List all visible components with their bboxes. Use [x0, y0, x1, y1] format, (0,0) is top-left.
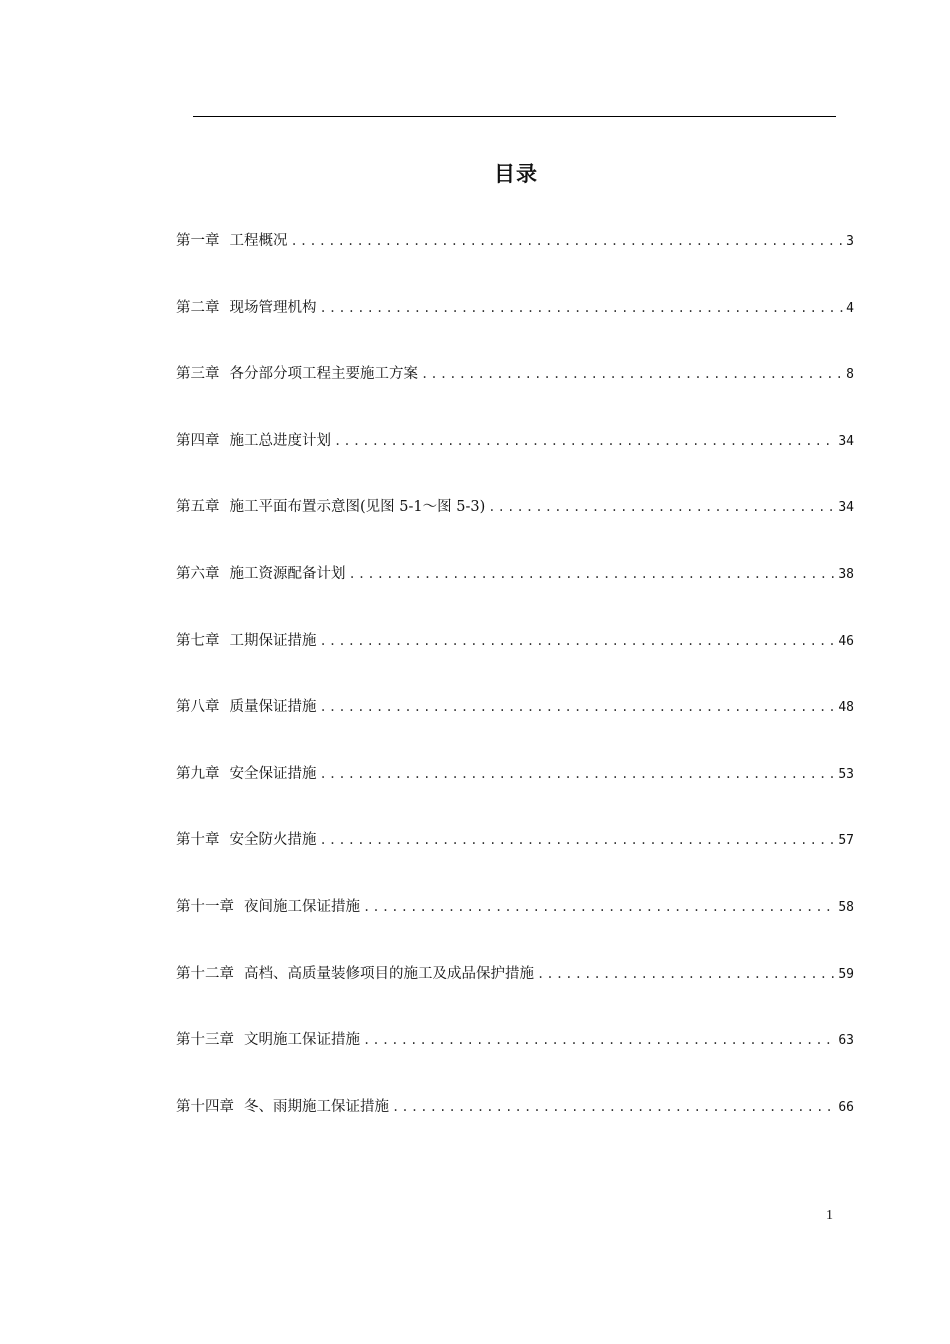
- chapter-page: 38: [838, 566, 854, 582]
- toc-entry[interactable]: [176, 962, 854, 1029]
- dot-leader: [320, 634, 836, 648]
- chapter-title: 文明施工保证措施: [244, 1032, 360, 1049]
- chapter-title: 工期保证措施: [229, 632, 317, 649]
- chapter-title: 夜间施工保证措施: [244, 898, 360, 915]
- chapter-page: 59: [838, 966, 854, 982]
- toc-entry[interactable]: [176, 429, 854, 496]
- chapter-title: 安全保证措施: [229, 765, 317, 782]
- chapter-title: 工程概况: [229, 233, 288, 249]
- chapter-page: 63: [838, 1033, 854, 1049]
- table-of-contents: [176, 229, 854, 1161]
- toc-entry[interactable]: [176, 629, 854, 696]
- page-number: 1: [826, 1208, 833, 1223]
- dot-leader: [291, 234, 844, 248]
- dot-leader: [320, 700, 836, 714]
- chapter-title: 现场管理机构: [229, 299, 317, 316]
- chapter-number: 第八章: [176, 699, 220, 716]
- dot-leader: [537, 967, 835, 981]
- chapter-number: 第一章: [176, 233, 220, 249]
- dot-leader: [320, 767, 836, 781]
- toc-entry[interactable]: [176, 495, 854, 562]
- chapter-number: 第六章: [176, 565, 220, 582]
- chapter-number: 第七章: [176, 632, 220, 649]
- chapter-number: 第二章: [176, 299, 220, 316]
- chapter-page: 58: [838, 899, 854, 915]
- chapter-number: 第十四章: [176, 1098, 234, 1115]
- chapter-title: 高档、高质量装修项目的施工及成品保护措施: [244, 965, 534, 982]
- chapter-page: 66: [838, 1099, 854, 1115]
- dot-leader: [320, 301, 844, 315]
- dot-leader: [363, 900, 835, 914]
- header-rule: [193, 116, 836, 117]
- toc-entry[interactable]: [176, 562, 854, 629]
- toc-entry[interactable]: [176, 695, 854, 762]
- chapter-title: 安全防火措施: [229, 832, 317, 849]
- chapter-number: 第十章: [176, 832, 220, 849]
- chapter-title: 施工平面布置示意图(见图 5-1～图 5-3): [229, 499, 486, 516]
- dot-leader: [421, 367, 843, 381]
- chapter-title: 施工总进度计划: [229, 432, 331, 449]
- dot-leader: [363, 1033, 835, 1047]
- chapter-page: 3: [846, 234, 854, 249]
- toc-entry[interactable]: [176, 1095, 854, 1162]
- chapter-page: 57: [838, 833, 854, 849]
- chapter-page: 8: [846, 367, 854, 383]
- chapter-number: 第十二章: [176, 965, 234, 982]
- chapter-number: 第十三章: [176, 1032, 234, 1049]
- chapter-number: 第四章: [176, 432, 220, 449]
- chapter-title: 施工资源配备计划: [229, 565, 346, 582]
- toc-entry[interactable]: [176, 229, 854, 296]
- chapter-page: 34: [838, 500, 854, 516]
- dot-leader: [349, 567, 836, 581]
- toc-entry[interactable]: [176, 1028, 854, 1095]
- chapter-number: 第九章: [176, 765, 220, 782]
- toc-entry[interactable]: [176, 828, 854, 895]
- dot-leader: [488, 500, 835, 514]
- chapter-number: 第五章: [176, 499, 220, 516]
- chapter-page: 53: [838, 766, 854, 782]
- chapter-title: 冬、雨期施工保证措施: [244, 1098, 389, 1115]
- toc-entry[interactable]: [176, 895, 854, 962]
- chapter-page: 4: [846, 300, 854, 316]
- chapter-page: 46: [838, 633, 854, 649]
- chapter-title: 各分部分项工程主要施工方案: [229, 366, 418, 383]
- toc-entry[interactable]: [176, 362, 854, 429]
- toc-entry[interactable]: [176, 762, 854, 829]
- toc-entry[interactable]: [176, 296, 854, 363]
- chapter-page: 34: [838, 433, 854, 449]
- dot-leader: [334, 434, 835, 448]
- chapter-number: 第三章: [176, 366, 220, 383]
- dot-leader: [320, 833, 836, 847]
- dot-leader: [392, 1100, 835, 1114]
- chapter-title: 质量保证措施: [229, 699, 317, 716]
- page-title: 目录: [494, 162, 538, 186]
- chapter-number: 第十一章: [176, 898, 234, 915]
- chapter-page: 48: [838, 700, 854, 716]
